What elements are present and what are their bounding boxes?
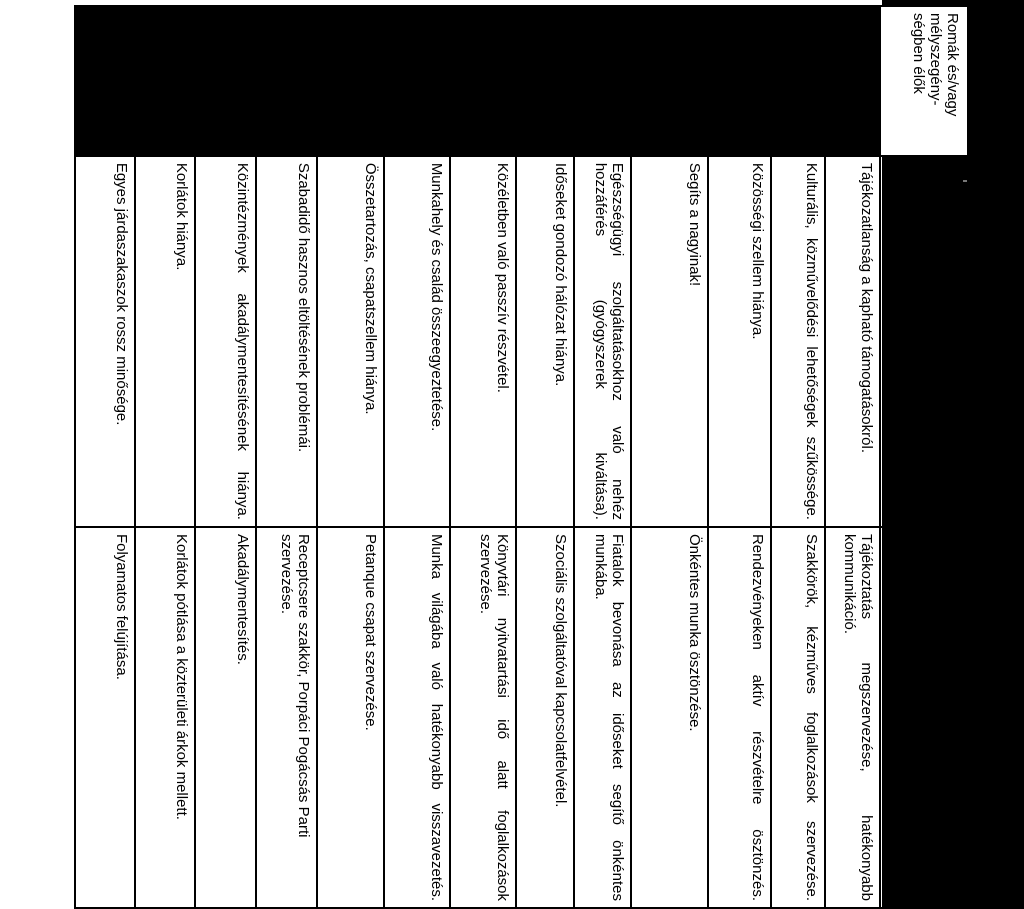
table-row [968,6,1023,908]
table-row [516,6,574,908]
table-row [925,6,968,908]
problem-cell: Egészségügyi szolgáltatásokhoz való nehéz hozzáférés (gyógyszerek kiváltása). [574,156,631,527]
black-left-cell [516,6,574,156]
black-left-cell [771,6,825,156]
opportunity-cell: Szociális szolgáltatóval kapcsolatfelvétel. [516,527,574,908]
opportunity-cell: Munka világába való hatékonyabb visszavezetés. [384,527,450,908]
table-row [708,6,771,908]
black-left-cell [75,6,135,156]
table-row [135,6,195,908]
problem-cell: Egyes járdaszakaszok rossz minősége. [75,156,135,527]
table-row [256,6,317,908]
opportunity-cell: Önkéntes munka ösztönzése. [631,527,708,908]
opportunity-cell: Akadálymentesítés. [195,527,256,908]
table-row [317,6,384,908]
problem-cell: Kulturális, közművelődési lehetőségek szűkössége. [771,156,825,527]
black-left-cell [384,6,450,156]
opportunity-cell: Korlátok pótlása a közterületi árkok mellett. [135,527,195,908]
header-spacer [968,6,1023,156]
opportunity-cell: Fiatalok bevonása az időseket segítő önkéntes munkába. [574,527,631,908]
problem-cell: Munkahely és család összeegyeztetése. [384,156,450,527]
problem-cell: Közéletben való passzív részvétel. [450,156,516,527]
black-left-cell [825,6,880,156]
table-row [450,6,516,908]
header-opportunities: fejlesztési lehetőségek meghatározása rövid címmel [968,527,1023,908]
black-left-cell [135,6,195,156]
table-row [631,6,708,908]
opportunity-cell: Receptcsere szakkör, Porpáci Pogácsás Parti szervezése. [256,527,317,908]
opportunity-cell: Folyamatos felújítása. [75,527,135,908]
problem-cell: Korlátok hiánya. [135,156,195,527]
problem-cell: Elszigeteltség, bezárkózás. [925,156,968,527]
problem-cell: Szabadidő hasznos eltöltésének problémái. [256,156,317,527]
opportunity-cell: Könyvtári nyitvatartási idő alatt foglalkozások szervezése. [450,527,516,908]
table-row [384,6,450,908]
table-row [75,6,135,908]
table-row [195,6,256,908]
problem-cell: Tájékozatlanság a kapható támogatásokról. [825,156,880,527]
problem-cell: Időseket gondozó hálózat hiánya. [516,156,574,527]
table-row [771,6,825,908]
opportunity-cell: Közösségi életbe való bevonás, kulturális programok szervezése. [925,527,968,908]
black-left-cell [708,6,771,156]
black-left-cell [195,6,256,156]
problem-cell: Közintézmények akadálymentesítésének hiánya. [195,156,256,527]
opportunity-cell: Petanque csapat szervezése. [317,527,384,908]
black-left-cell [631,6,708,156]
opportunity-cell: Rendezvényeken aktív részvételre ösztönzés. [708,527,771,908]
black-left-cell [256,6,317,156]
opportunity-cell: Tájékoztatás megszervezése, hatékonyabb kommunikáció. [825,527,880,908]
problem-opportunity-table [74,5,1024,909]
black-left-cell [317,6,384,156]
group-label-cell: Romák és/vagy mélyszegény-ségben élők [880,6,968,156]
problem-cell: Közösségi szellem hiánya. [708,156,771,527]
table-row [825,6,880,908]
problem-cell: Összetartozás, csapatszellem hiánya. [317,156,384,527]
black-left-cell [574,6,631,156]
problem-cell: Segíts a nagyinak! [631,156,708,527]
problem-cell: Életkörülmények romlása. [880,156,925,527]
header-problems: problémák beazonosítása rövid megnevezéssel [968,156,1023,527]
opportunity-cell: Szakkörök, kézműves foglalkozások szervezése. [771,527,825,908]
black-left-cell [450,6,516,156]
opportunity-cell: Összefogás, adományok gyűjtése. [880,527,925,908]
table-row [574,6,631,908]
